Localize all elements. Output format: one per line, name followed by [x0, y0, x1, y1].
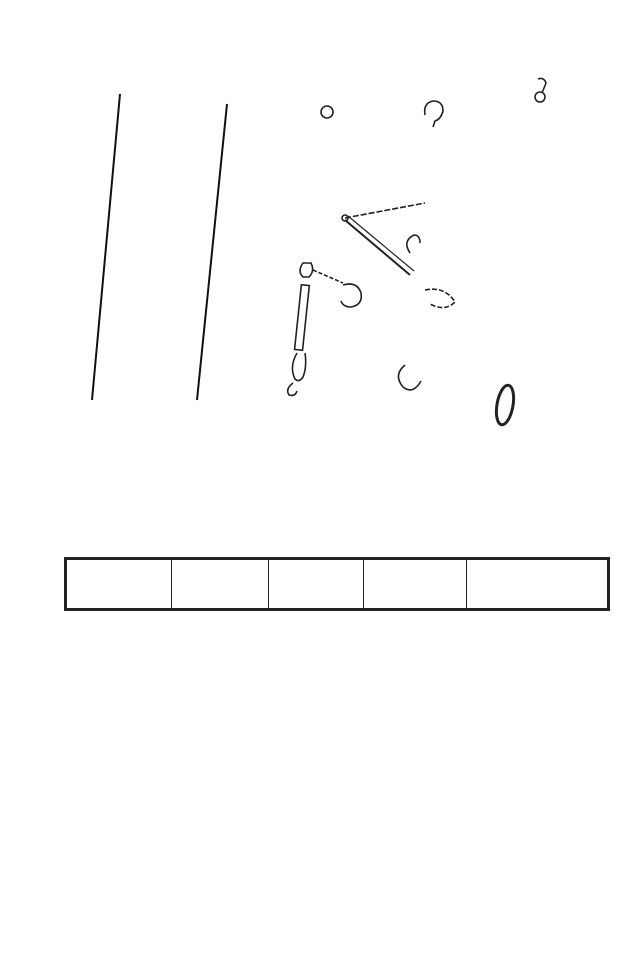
sun-logo-icon [0, 858, 641, 953]
table-header-row [66, 559, 609, 610]
figure-long-link-chain [80, 90, 130, 405]
figure-tensioner-chain [285, 95, 470, 415]
column-header-diameter [66, 559, 172, 610]
figure-eye-oval-chain [490, 75, 560, 435]
chain-strength-table [64, 557, 610, 611]
column-header-link-type [172, 559, 268, 610]
column-header-msl [466, 559, 608, 610]
column-header-breaking-load [268, 559, 363, 610]
figure-short-link-chain [185, 100, 235, 405]
column-header-working-load [364, 559, 466, 610]
